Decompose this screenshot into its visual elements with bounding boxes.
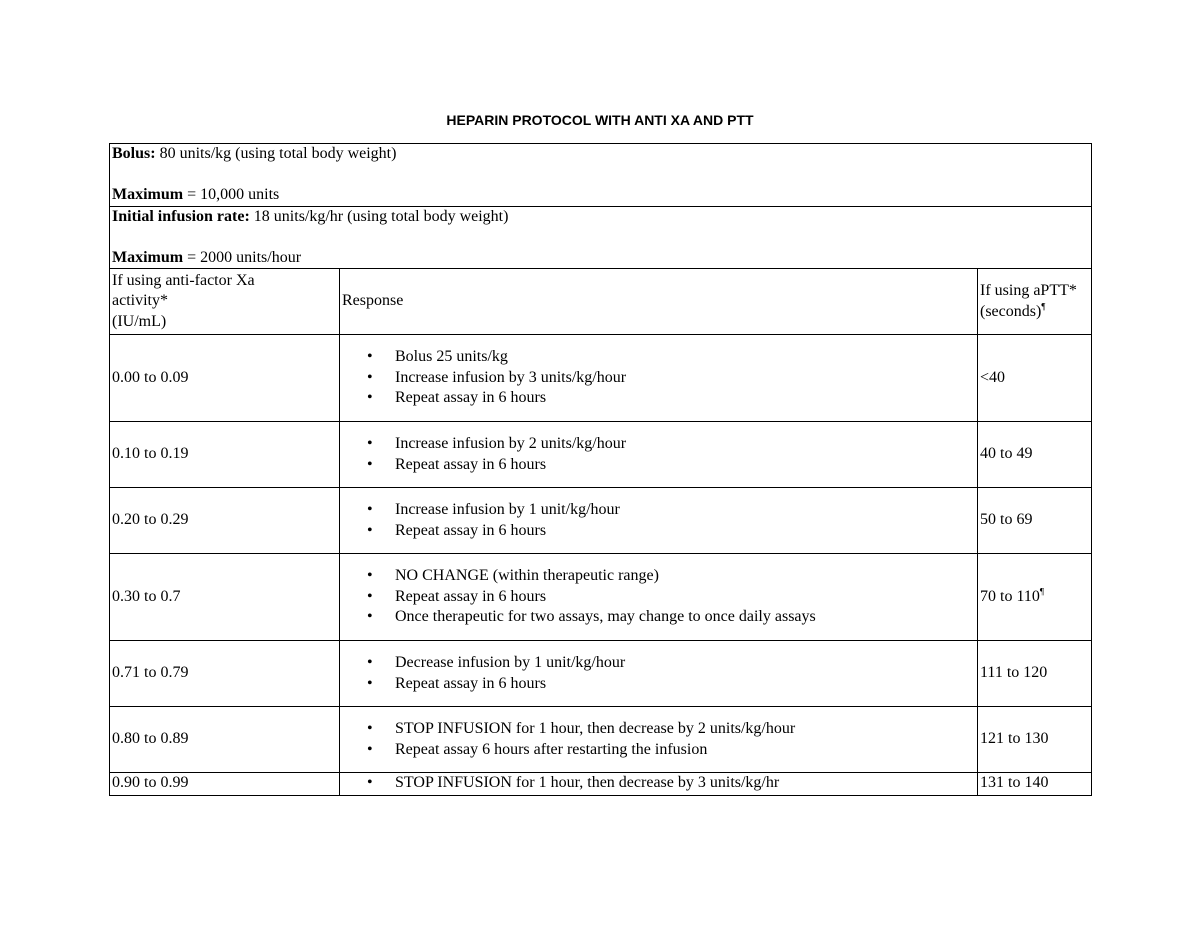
table-row xyxy=(110,422,1092,488)
table-row xyxy=(110,773,1092,796)
aptt-range xyxy=(978,488,1092,554)
bolus-text: 80 units/kg (using total body weight) xyxy=(155,145,397,162)
response-item: • Repeat assay in 6 hours xyxy=(342,388,975,409)
response-item: • Increase infusion by 1 unit/kg/hour xyxy=(342,500,975,521)
response-item: • STOP INFUSION for 1 hour, then decrease by 3 units/kg/hr xyxy=(342,773,975,794)
bolus-max-line xyxy=(112,185,1089,206)
infusion-max-label: Maximum xyxy=(112,248,184,266)
aptt-header-line1: If using aPTT* xyxy=(980,282,1077,299)
infusion-line xyxy=(112,207,1089,228)
aptt-range xyxy=(978,707,1092,773)
bolus-max-text: = 10,000 units xyxy=(183,186,280,203)
aptt-range xyxy=(978,335,1092,422)
response-header: Response xyxy=(340,269,978,335)
response-item: • Decrease infusion by 1 unit/kg/hour xyxy=(342,653,975,674)
aptt-value: 50 to 69 xyxy=(980,511,1033,529)
bolus-line xyxy=(112,144,1089,165)
response-cell xyxy=(340,335,978,422)
bolus-label: Bolus: xyxy=(112,145,156,162)
aptt-range xyxy=(978,641,1092,707)
bolus-cell xyxy=(110,144,1092,207)
xa-range: 0.80 to 0.89 xyxy=(110,707,340,773)
xa-range: 0.30 to 0.7 xyxy=(110,554,340,641)
infusion-max-line xyxy=(112,248,1089,269)
bolus-max-label: Maximum xyxy=(112,186,184,203)
infusion-text: 18 units/kg/hr (using total body weight) xyxy=(249,207,509,225)
response-list xyxy=(342,719,975,760)
response-item: • Repeat assay in 6 hours xyxy=(342,674,975,695)
page-title: HEPARIN PROTOCOL WITH ANTI XA AND PTT xyxy=(446,112,754,128)
xa-header-line3: (IU/mL) xyxy=(112,312,167,330)
response-item: • Increase infusion by 2 units/kg/hour xyxy=(342,434,975,455)
response-cell xyxy=(340,488,978,554)
aptt-value: 40 to 49 xyxy=(980,445,1033,463)
bolus-row xyxy=(110,144,1092,207)
protocol-table xyxy=(109,143,1092,796)
response-cell xyxy=(340,707,978,773)
response-list xyxy=(342,566,975,628)
aptt-header-mark: ¶ xyxy=(1041,301,1046,312)
response-cell xyxy=(340,554,978,641)
response-cell xyxy=(340,773,978,796)
response-item: • Repeat assay 6 hours after restarting the infusion xyxy=(342,740,975,761)
infusion-label: Initial infusion rate: xyxy=(112,207,250,225)
xa-range: 0.90 to 0.99 xyxy=(110,773,340,796)
infusion-row xyxy=(110,206,1092,269)
response-item: • NO CHANGE (within therapeutic range) xyxy=(342,566,975,587)
aptt-range xyxy=(978,773,1092,796)
aptt-header xyxy=(978,269,1092,335)
infusion-max-text: = 2000 units/hour xyxy=(183,248,302,266)
xa-header-line2: activity* xyxy=(112,292,168,310)
aptt-mark: ¶ xyxy=(1039,586,1044,597)
response-list xyxy=(342,653,975,694)
table-row xyxy=(110,488,1092,554)
aptt-range xyxy=(978,422,1092,488)
response-cell xyxy=(340,641,978,707)
xa-range: 0.20 to 0.29 xyxy=(110,488,340,554)
table-row xyxy=(110,554,1092,641)
header-row xyxy=(110,269,1092,335)
xa-range: 0.71 to 0.79 xyxy=(110,641,340,707)
aptt-value: 70 to 110 xyxy=(980,587,1040,605)
response-list xyxy=(342,773,975,794)
response-item: • Repeat assay in 6 hours xyxy=(342,587,975,608)
aptt-range xyxy=(978,554,1092,641)
xa-header xyxy=(110,269,340,335)
xa-header-line1: If using anti-factor Xa xyxy=(112,271,255,289)
aptt-value: 111 to 120 xyxy=(980,664,1048,682)
xa-range: 0.10 to 0.19 xyxy=(110,422,340,488)
table-row xyxy=(110,335,1092,422)
response-list xyxy=(342,347,975,409)
table-row xyxy=(110,707,1092,773)
response-item: • Increase infusion by 3 units/kg/hour xyxy=(342,368,975,389)
response-item: • Repeat assay in 6 hours xyxy=(342,455,975,476)
aptt-header-unit: (seconds) xyxy=(980,302,1042,320)
infusion-cell xyxy=(110,206,1092,269)
aptt-header-line2 xyxy=(980,302,1089,323)
response-item: • Bolus 25 units/kg xyxy=(342,347,975,368)
xa-range: 0.00 to 0.09 xyxy=(110,335,340,422)
aptt-value: 131 to 140 xyxy=(980,774,1049,791)
response-item: • Repeat assay in 6 hours xyxy=(342,521,975,542)
response-item: • STOP INFUSION for 1 hour, then decrease by 2 units/kg/hour xyxy=(342,719,975,740)
response-list xyxy=(342,434,975,475)
table-row xyxy=(110,641,1092,707)
response-cell xyxy=(340,422,978,488)
aptt-value: <40 xyxy=(980,368,1006,386)
aptt-value: 121 to 130 xyxy=(980,730,1049,748)
response-item: • Once therapeutic for two assays, may change to once daily assays xyxy=(342,607,975,628)
response-list xyxy=(342,500,975,541)
